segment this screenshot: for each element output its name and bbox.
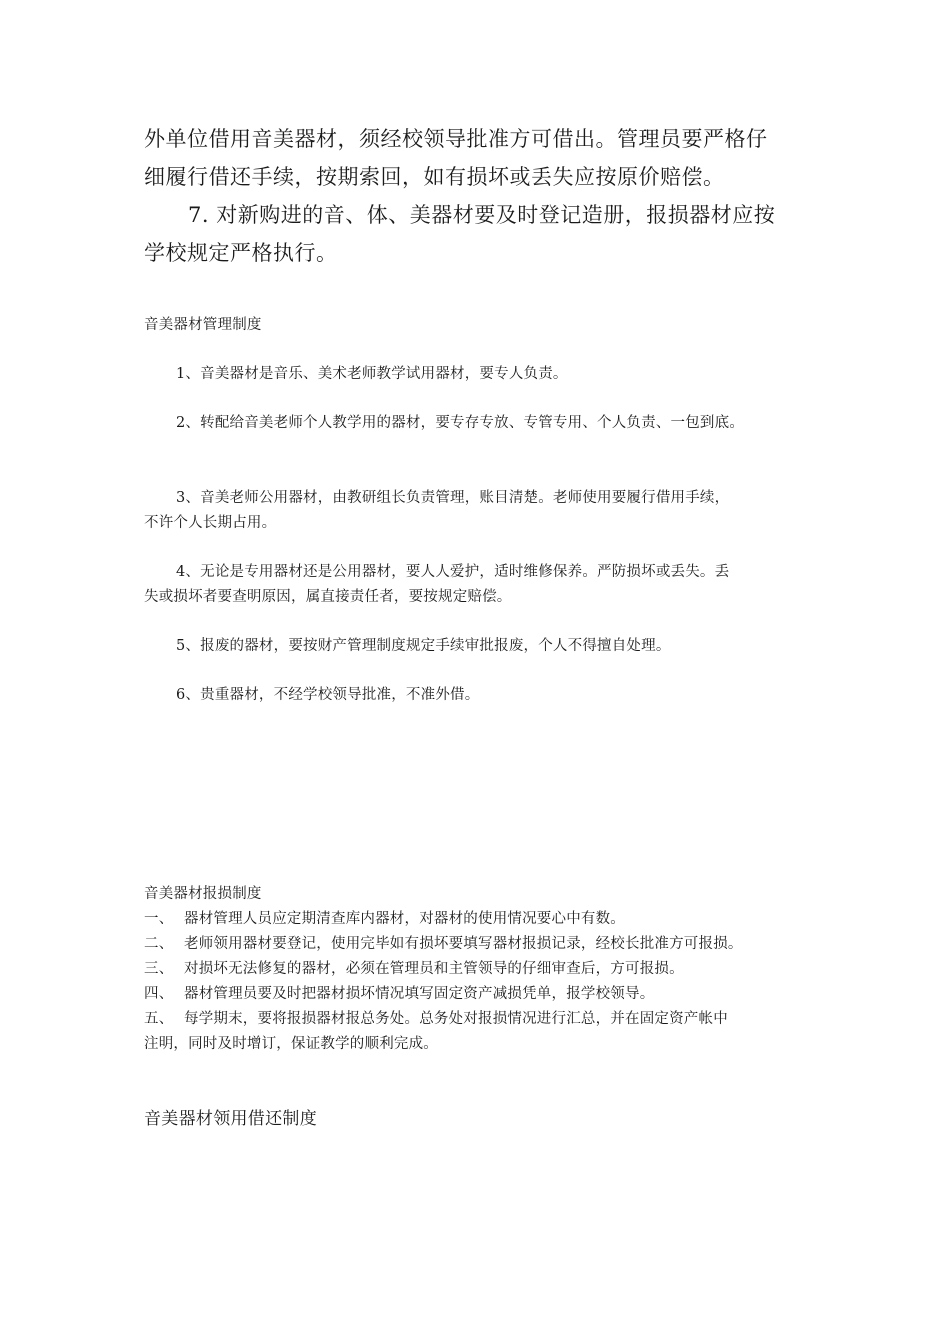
management-rule-4-line-1: 4、无论是专用器材还是公用器材，要人人爱护，适时维修保养。严防损坏或丢失。丢 bbox=[176, 564, 730, 580]
damage-rules-title: 音美器材报损制度 bbox=[144, 886, 262, 902]
damage-rule-text: 对损坏无法修复的器材，必须在管理员和主管领导的仔细审查后，方可报损。 bbox=[184, 961, 684, 977]
damage-rule-number: 四、 bbox=[144, 986, 174, 1002]
damage-rule-number: 一、 bbox=[144, 911, 174, 927]
damage-rule-1 bbox=[144, 907, 625, 928]
management-rule-2: 2、转配给音美老师个人教学用的器材，要专存专放、专管专用、个人负责、一包到底。 bbox=[176, 415, 745, 431]
top-item-7-line-2: 学校规定严格执行。 bbox=[144, 241, 338, 265]
management-rule-3-line-1: 3、音美老师公用器材，由教研组长负责管理，账目清楚。老师使用要履行借用手续， bbox=[176, 490, 730, 506]
damage-rule-number: 三、 bbox=[144, 961, 174, 977]
management-rule-3-line-2: 不许个人长期占用。 bbox=[144, 515, 277, 531]
top-paragraph-line-1: 外单位借用音美器材，须经校领导批准方可借出。管理员要严格仔 bbox=[144, 127, 768, 151]
damage-rule-text: 器材管理人员应定期清查库内器材，对器材的使用情况要心中有数。 bbox=[184, 911, 625, 927]
management-rules-title: 音美器材管理制度 bbox=[144, 317, 262, 333]
top-paragraph-line-2: 细履行借还手续，按期索回，如有损坏或丢失应按原价赔偿。 bbox=[144, 165, 725, 189]
top-item-7-line-1: 7. 对新购进的音、体、美器材要及时登记造册，报损器材应按 bbox=[188, 203, 776, 227]
damage-rule-2 bbox=[144, 932, 743, 953]
damage-rule-text: 每学期末，要将报损器材报总务处。总务处对报损情况进行汇总，并在固定资产帐中 bbox=[184, 1011, 728, 1027]
damage-rule-4 bbox=[144, 982, 654, 1003]
borrow-rules-title: 音美器材领用借还制度 bbox=[144, 1109, 317, 1129]
damage-rule-3 bbox=[144, 957, 684, 978]
damage-rule-text: 器材管理员要及时把器材损坏情况填写固定资产减损凭单，报学校领导。 bbox=[184, 986, 655, 1002]
damage-rule-text: 老师领用器材要登记，使用完毕如有损坏要填写器材报损记录，经校长批准方可报损。 bbox=[184, 936, 743, 952]
management-rule-4-line-2: 失或损坏者要查明原因，属直接责任者，要按规定赔偿。 bbox=[144, 589, 512, 605]
management-rule-1: 1、音美器材是音乐、美术老师教学试用器材，要专人负责。 bbox=[176, 366, 568, 382]
management-rule-6: 6、贵重器材，不经学校领导批准，不准外借。 bbox=[176, 687, 480, 703]
damage-rule-number: 五、 bbox=[144, 1011, 174, 1027]
damage-rule-5-continuation: 注明，同时及时增订，保证教学的顺利完成。 bbox=[144, 1036, 438, 1052]
management-rule-5: 5、报废的器材，要按财产管理制度规定手续审批报废，个人不得擅自处理。 bbox=[176, 638, 671, 654]
damage-rule-5 bbox=[144, 1007, 728, 1028]
damage-rule-number: 二、 bbox=[144, 936, 174, 952]
